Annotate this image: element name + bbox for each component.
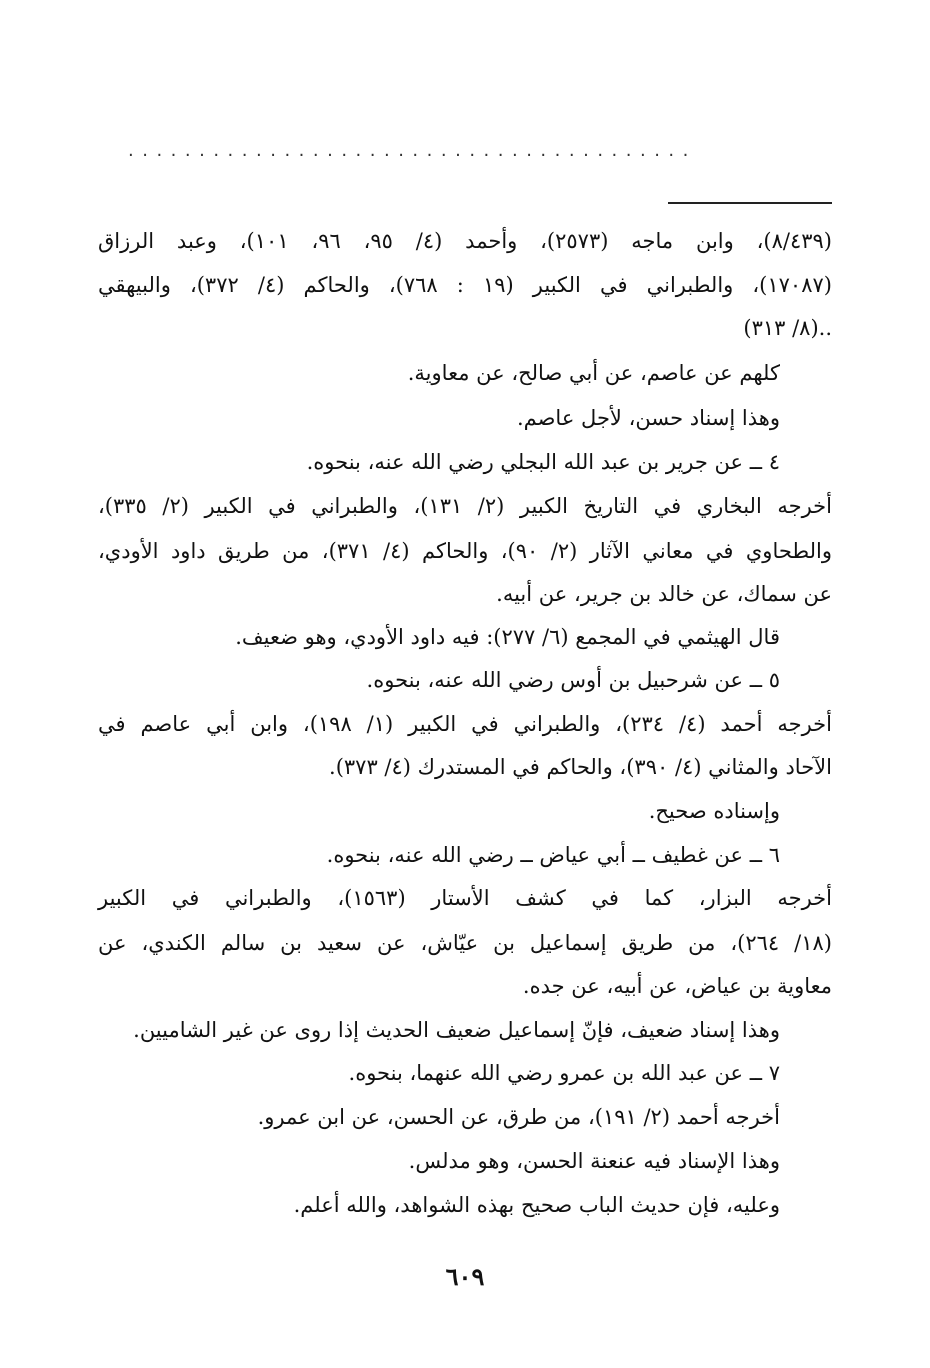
text-line-2: (١٧٠٨٧)، والطبراني في الكبير (١٩ : ٧٦٨)، والحاكم (٤/ ٣٧٢)، والبيهقي — [98, 273, 832, 297]
text-line-14: وإسناده صحيح. — [648, 799, 780, 823]
text-line-12: أخرجه أحمد (٤/ ٢٣٤)، والطبراني في الكبير (١/ ١٩٨)، وابن أبي عاصم في — [98, 712, 832, 736]
text-line-22: وهذا الإسناد فيه عنعنة الحسن، وهو مدلس. — [408, 1149, 780, 1173]
text-line-3: (٨/ ٣١٣).. — [743, 316, 832, 340]
hadith-heading-4: ٤ ــ عن جرير بن عبد الله البجلي رضي الله عنه، بنحوه. — [306, 450, 780, 474]
hadith-heading-5: ٥ ــ عن شرحبيل بن أوس رضي الله عنه، بنحوه. — [366, 668, 780, 692]
text-line-9: عن سماك، عن خالد بن جرير، عن أبيه. — [496, 582, 832, 606]
text-line-16: أخرجه البزار، كما في كشف الأستار (١٥٦٣)، والطبراني في الكبير — [98, 886, 832, 910]
text-line-7: أخرجه البخاري في التاريخ الكبير (٢/ ١٣١)، والطبراني في الكبير (٢/ ٣٣٥)، — [98, 494, 832, 518]
hadith-heading-6: ٦ ــ عن غطيف ــ أبي عياض ــ رضي الله عنه، بنحوه. — [326, 843, 780, 867]
text-line-4: كلهم عن عاصم، عن أبي صالح، عن معاوية. — [407, 361, 780, 385]
text-line-10: قال الهيثمي في المجمع (٦/ ٢٧٧): فيه داود الأودي، وهو ضعيف. — [235, 625, 780, 649]
text-line-1: (٨/٤٣٩)، وابن ماجه (٢٥٧٣)، وأحمد (٤/ ٩٥، ٩٦، ١٠١)، وعبد الرزاق — [98, 229, 832, 253]
text-line-21: أخرجه أحمد (٢/ ١٩١)، من طرق، عن الحسن، عن ابن عمرو. — [257, 1105, 780, 1129]
hadith-heading-7: ٧ ــ عن عبد الله بن عمرو رضي الله عنهما، بنحوه. — [348, 1061, 780, 1085]
dotted-separator: ........................................ — [128, 140, 697, 160]
footnote-rule — [668, 202, 832, 204]
text-line-8: والطحاوي في معاني الآثار (٢/ ٩٠)، والحاكم (٤/ ٣٧١)، من طريق داود الأودي، — [98, 539, 833, 563]
text-line-19: وهذا إسناد ضعيف، فإنّ إسماعيل ضعيف الحديث إذا روى عن غير الشاميين. — [133, 1018, 780, 1042]
text-line-18: معاوية بن عياض، عن أبيه، عن جده. — [522, 974, 832, 998]
text-line-5: وهذا إسناد حسن، لأجل عاصم. — [516, 406, 780, 430]
text-line-23: وعليه، فإن حديث الباب صحيح بهذه الشواهد، والله أعلم. — [293, 1193, 780, 1217]
text-line-13: الآحاد والمثاني (٤/ ٣٩٠)، والحاكم في المستدرك (٤/ ٣٧٣). — [329, 755, 832, 779]
page-number: ٦٠٩ — [445, 1262, 485, 1291]
text-line-17: (١٨/ ٢٦٤)، من طريق إسماعيل بن عيّاش، عن سعيد بن سالم الكندي، عن — [98, 931, 832, 955]
